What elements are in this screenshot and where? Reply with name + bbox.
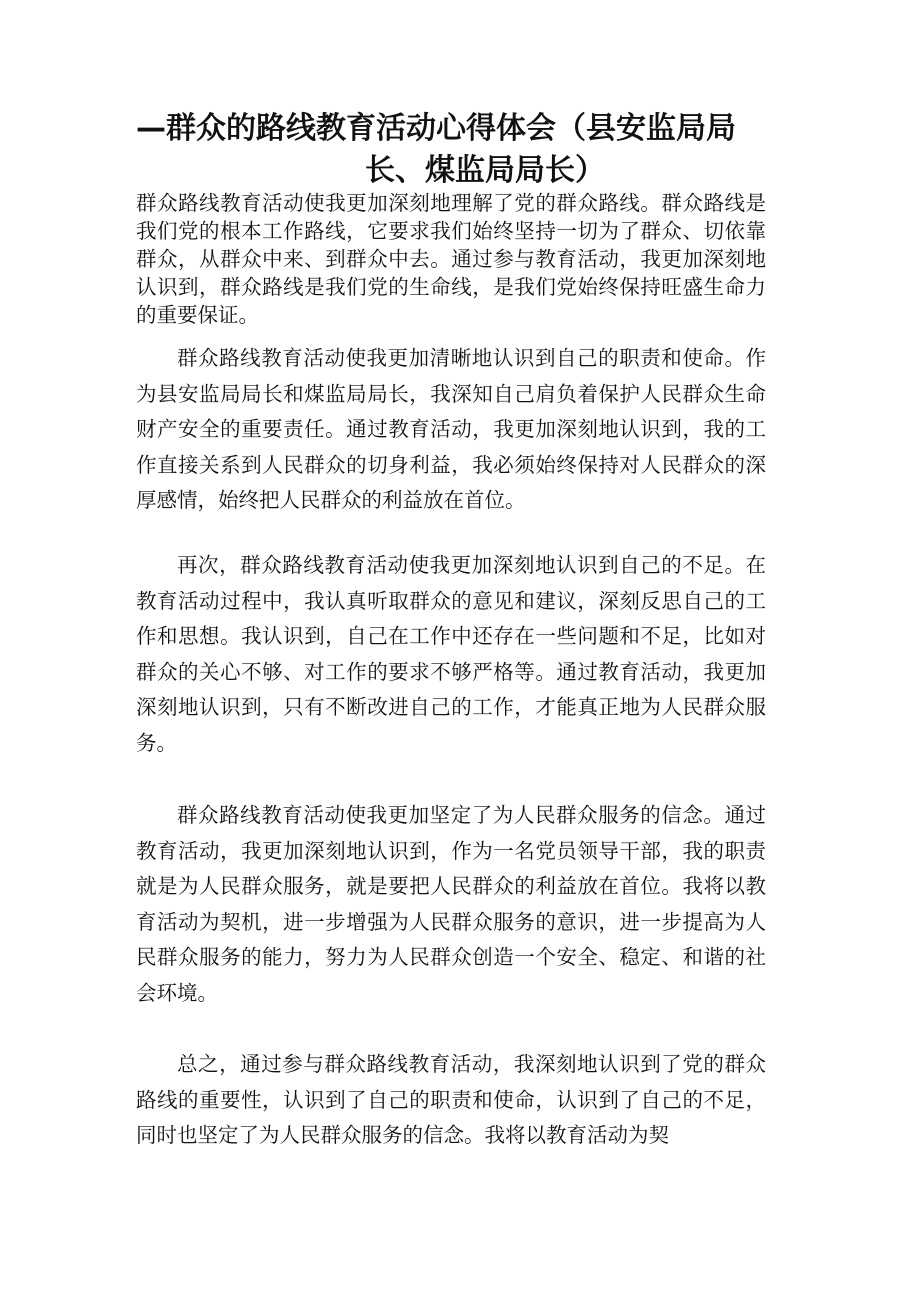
document-title-line-1: —群众的路线教育活动心得体会（县安监局局	[136, 111, 736, 146]
paragraph-4: 群众路线教育活动使我更加坚定了为人民群众服务的信念。通过教育活动，我更加深刻地认识到，作为一名党员领导干部，我的职责就是为人民群众服务，就是要把人民群众的利益放在首位。我将以教育活动为契机，进一步增强为人民群众服务的意识，进一步提高为人民群众服务的能力，努力为人民群众创造一个安全、稳定、和谐的社会环境。	[136, 803, 766, 1005]
paragraph-2: 群众路线教育活动使我更加清晰地认识到自己的职责和使命。作为县安监局局长和煤监局局长，我深知自己肩负着保护人民群众生命财产安全的重要责任。通过教育活动，我更加深刻地认识到，我的工作直接关系到人民群众的切身利益，我必须始终保持对人民群众的深厚感情，始终把人民群众的利益放在首位。	[136, 346, 766, 512]
paragraph-1: 群众路线教育活动使我更加深刻地理解了党的群众路线。群众路线是我们党的根本工作路线，它要求我们始终坚持一切为了群众、切依靠群众，从群众中来、到群众中去。通过参与教育活动，我更加深刻地认识到，群众路线是我们党的生命线，是我们党始终保持旺盛生命力的重要保证。	[136, 191, 766, 327]
paragraph-3: 再次，群众路线教育活动使我更加深刻地认识到自己的不足。在教育活动过程中，我认真听取群众的意见和建议，深刻反思自己的工作和思想。我认识到，自己在工作中还存在一些问题和不足，比如对群众的关心不够、对工作的要求不够严格等。通过教育活动，我更加深刻地认识到，只有不断改进自己的工作，才能真正地为人民群众服务。	[136, 553, 766, 755]
paragraph-5: 总之，通过参与群众路线教育活动，我深刻地认识到了党的群众路线的重要性，认识到了自己的职责和使命，认识到了自己的不足，同时也坚定了为人民群众服务的信念。我将以教育活动为契	[136, 1052, 766, 1147]
document-title-line-2: 长、煤监局局长）	[365, 153, 605, 188]
